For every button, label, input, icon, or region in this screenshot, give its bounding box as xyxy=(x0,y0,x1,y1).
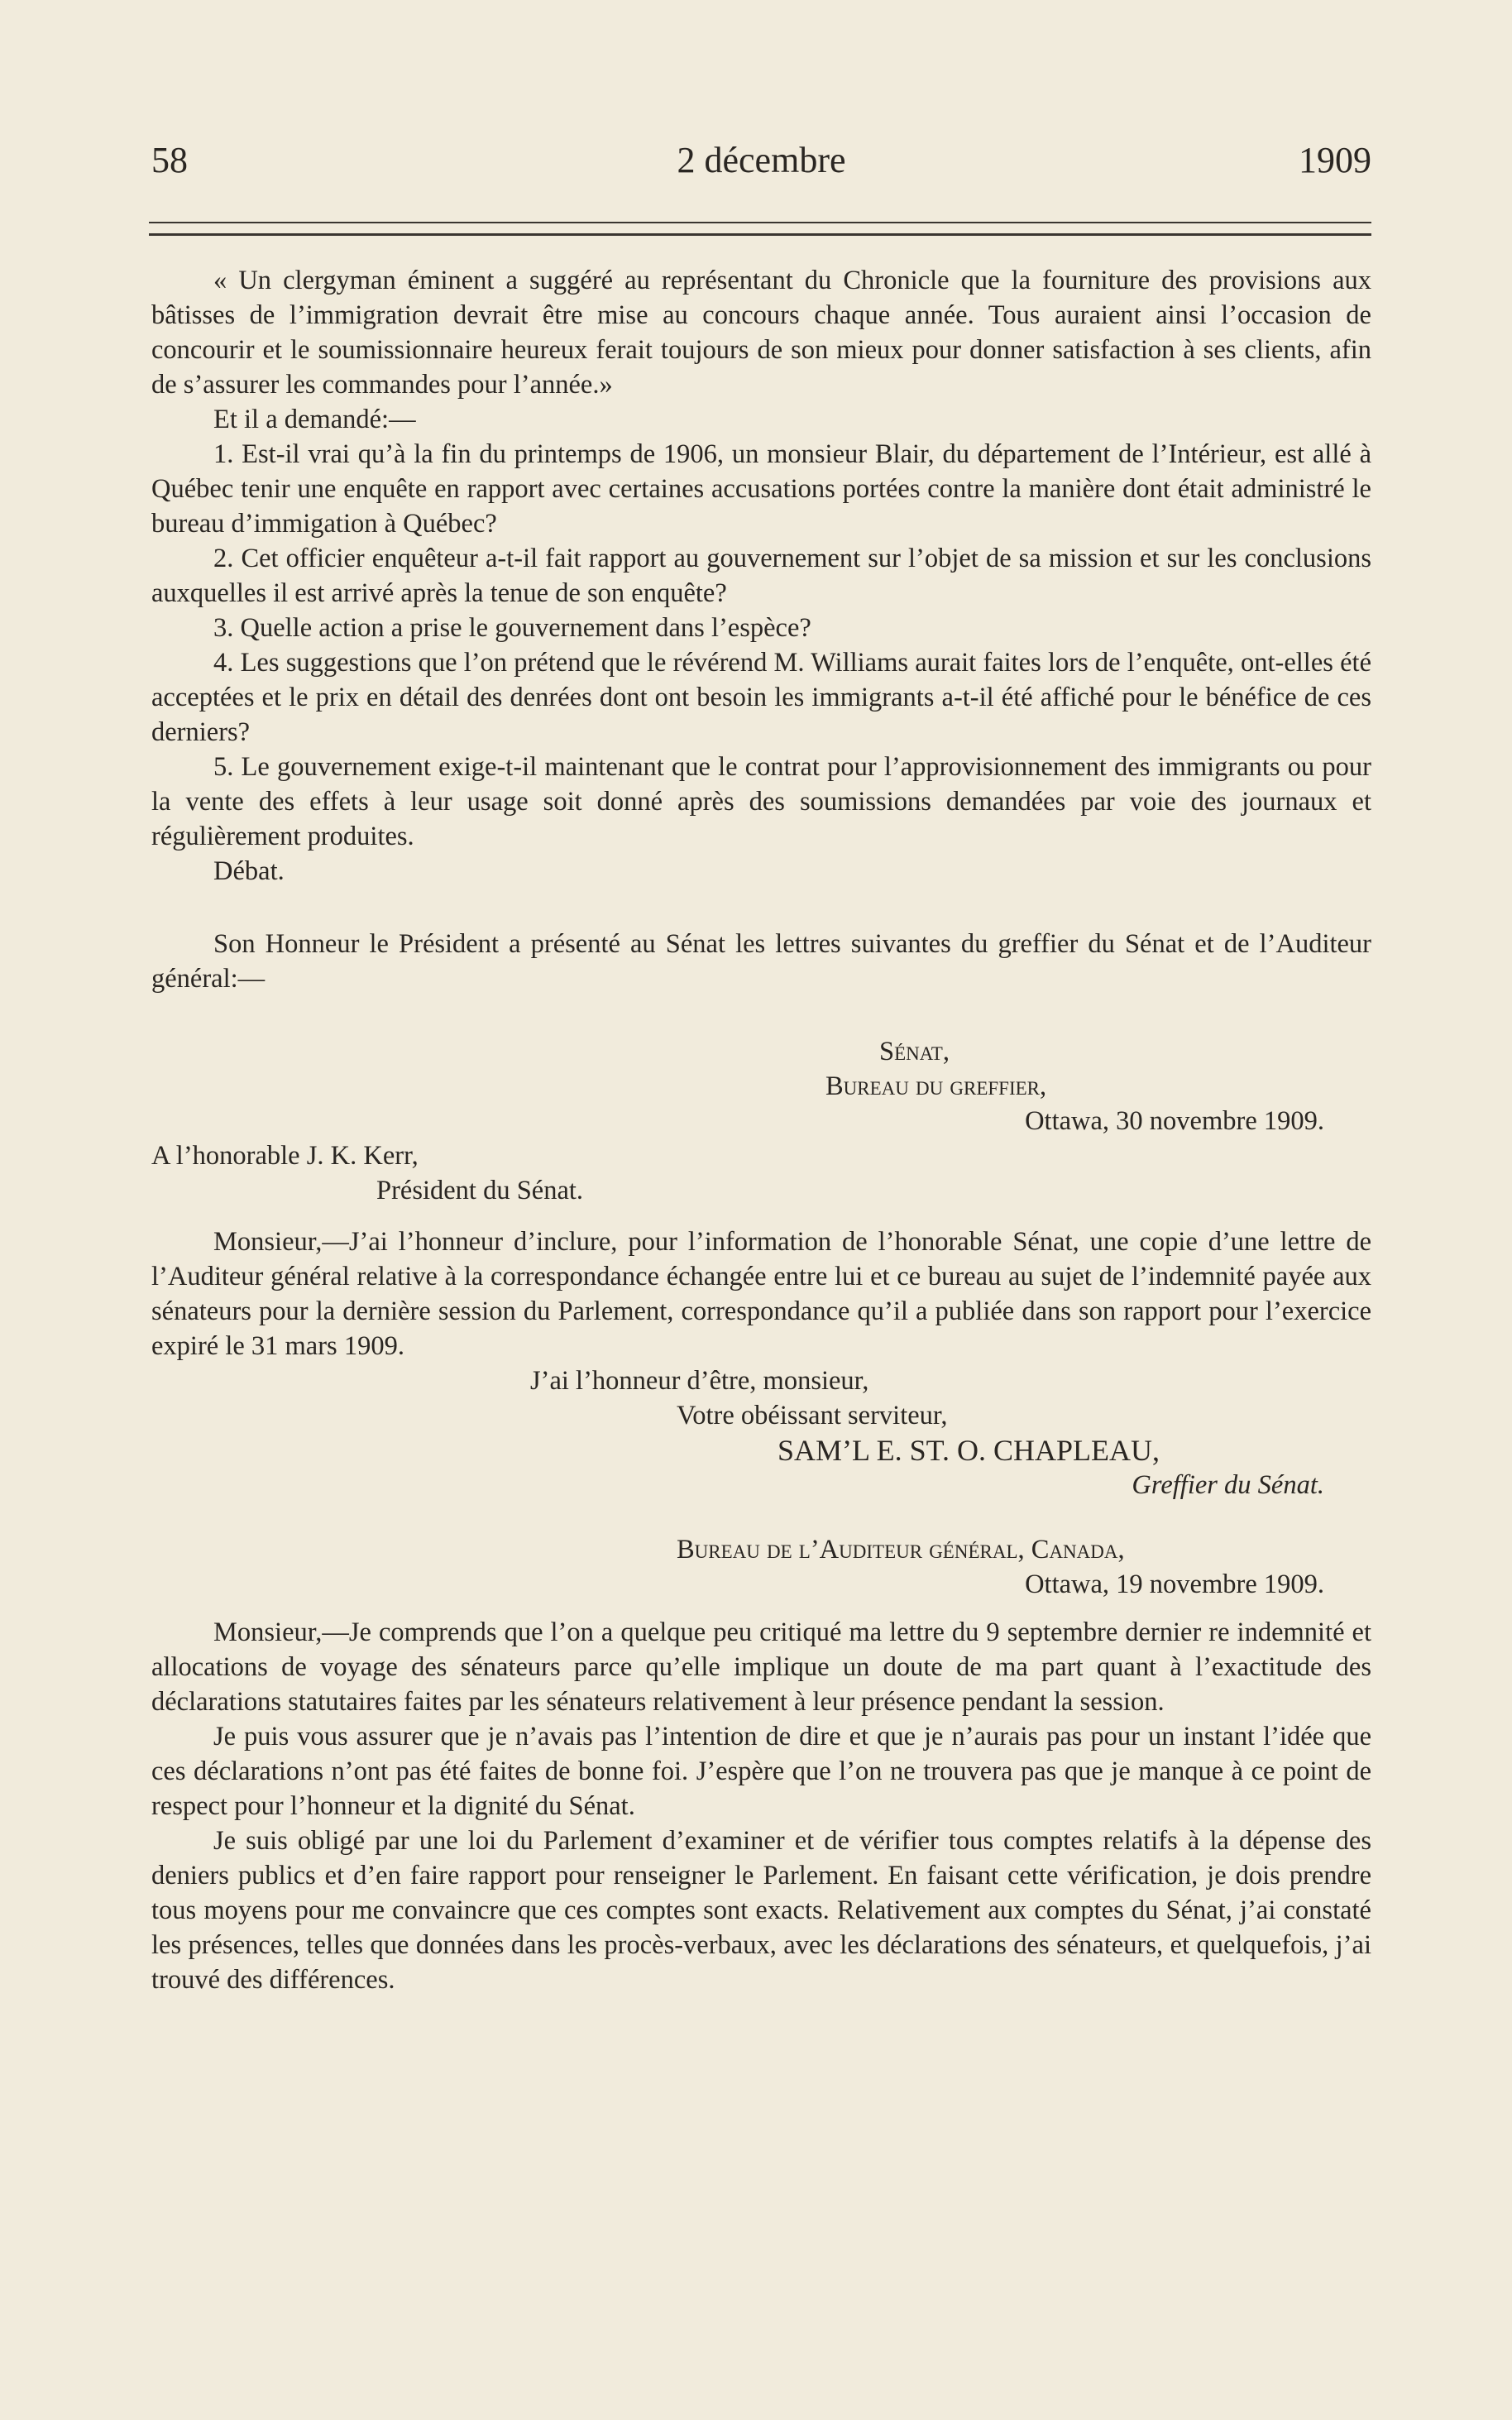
letterhead2-ottawa-date: Ottawa, 19 novembre 1909. xyxy=(1025,1569,1324,1599)
president-paragraph: Son Honneur le Président a présenté au Sénat les lettres suivantes du greffier du Sénat et de l’Auditeur général:— xyxy=(151,929,1371,994)
spacer xyxy=(151,1502,1371,1532)
letterhead-ottawa-date: Ottawa, 30 novembre 1909. xyxy=(1025,1106,1324,1136)
running-header xyxy=(151,139,1371,189)
signature-name: SAM’L E. ST. O. CHAPLEAU, xyxy=(778,1434,1160,1467)
addressee-name: A l’honorable J. K. Kerr, xyxy=(151,1141,419,1171)
header-date: 2 décembre xyxy=(677,140,846,180)
header-rule-thick xyxy=(149,233,1371,236)
question-5: 5. Le gouvernement exige-t-il maintenant que le contrat pour l’approvisionnement des immigrants ou pour la vente des effets à leur usage soit donné après des soumissions demandées par voie des journaux et régulièrement produites. xyxy=(151,752,1371,851)
page-number: 58 xyxy=(151,140,188,180)
addressee-title: Président du Sénat. xyxy=(376,1176,584,1205)
debate-note: Débat. xyxy=(213,856,285,886)
spacer xyxy=(151,1602,1371,1615)
question-3: 3. Quelle action a prise le gouvernement dans l’espèce? xyxy=(213,613,811,643)
spacer xyxy=(151,889,1371,927)
question-intro: Et il a demandé:— xyxy=(213,405,416,434)
question-1: 1. Est-il vrai qu’à la fin du printemps de 1906, un monsieur Blair, du département de l’Intérieur, est allé à Québec tenir une enquête en rapport avec certaines accusations portées contre la manière dont était administré le bureau d’immigation à Québec? xyxy=(151,439,1371,539)
letterhead2-bureau: Bureau de l’Auditeur général, Canada, xyxy=(677,1535,1125,1565)
header-rule-thin xyxy=(149,222,1371,223)
header-year: 1909 xyxy=(1299,140,1371,180)
page-body xyxy=(151,263,1371,1997)
letter2-paragraph-1: Monsieur,—Je comprends que l’on a quelque peu critiqué ma lettre du 9 septembre dernier re indemnité et allocations de voyage des sénateurs parce qu’elle implique un doute de ma part quant à l’exactitude des déclarations statutaires faites par les sénateurs relativement à leur présence pendant la session. xyxy=(151,1617,1371,1717)
closing-line-2: Votre obéissant serviteur, xyxy=(677,1401,948,1430)
spacer xyxy=(151,996,1371,1034)
signature-title: Greffier du Sénat. xyxy=(1132,1470,1324,1500)
letterhead-bureau: Bureau du greffier, xyxy=(825,1071,1047,1101)
spacer xyxy=(151,1208,1371,1224)
letter2-paragraph-2: Je puis vous assurer que je n’avais pas l’intention de dire et que je n’aurais pas pour un instant l’idée que ces déclarations n’ont pas été faites de bonne foi. J’espère que l’on ne trouvera pas que je manque à ce point de respect pour l’honneur et la dignité du Sénat. xyxy=(151,1722,1371,1821)
letter1-body: Monsieur,—J’ai l’honneur d’inclure, pour l’information de l’honorable Sénat, une copie d’une lettre de l’Auditeur général relative à la correspondance échangée entre lui et ce bureau au sujet de l’indemnité payée aux sénateurs pour la dernière session du Parlement, correspondance qu’il a publiée dans son rapport pour l’exercice expiré le 31 mars 1909. xyxy=(151,1227,1371,1361)
letter2-paragraph-3: Je suis obligé par une loi du Parlement d’examiner et de vérifier tous comptes relatifs à la dépense des deniers publics et d’en faire rapport pour renseigner le Parlement. En faisant cette vérification, je dois prendre tous moyens pour me convaincre que ces comptes sont exacts. Relativement aux comptes du Sénat, j’ai constaté les présences, telles que données dans les procès-verbaux, avec les déclarations des sénateurs, et quelquefois, j’ai trouvé des différences. xyxy=(151,1826,1371,1995)
quoted-paragraph: « Un clergyman éminent a suggéré au représentant du Chronicle que la fourniture des provisions aux bâtisses de l’immigration devrait être mise au concours chaque année. Tous auraient ainsi l’occasion de concourir et le soumissionnaire heureux ferait toujours de son mieux pour donner satisfaction à ses clients, afin de s’assurer les commandes pour l’année.» xyxy=(151,266,1371,400)
question-2: 2. Cet officier enquêteur a-t-il fait rapport au gouvernement sur l’objet de sa mission et sur les conclusions auxquelles il est arrivé après la tenue de son enquête? xyxy=(151,544,1371,608)
question-4: 4. Les suggestions que l’on prétend que le révérend M. Williams aurait faites lors de l’enquête, ont-elles été acceptées et le prix en détail des denrées dont ont besoin les immigrants a-t-il été affiché pour le bénéfice de ces derniers? xyxy=(151,648,1371,747)
letterhead-senat: Sénat, xyxy=(879,1037,950,1066)
closing-line-1: J’ai l’honneur d’être, monsieur, xyxy=(530,1366,869,1396)
